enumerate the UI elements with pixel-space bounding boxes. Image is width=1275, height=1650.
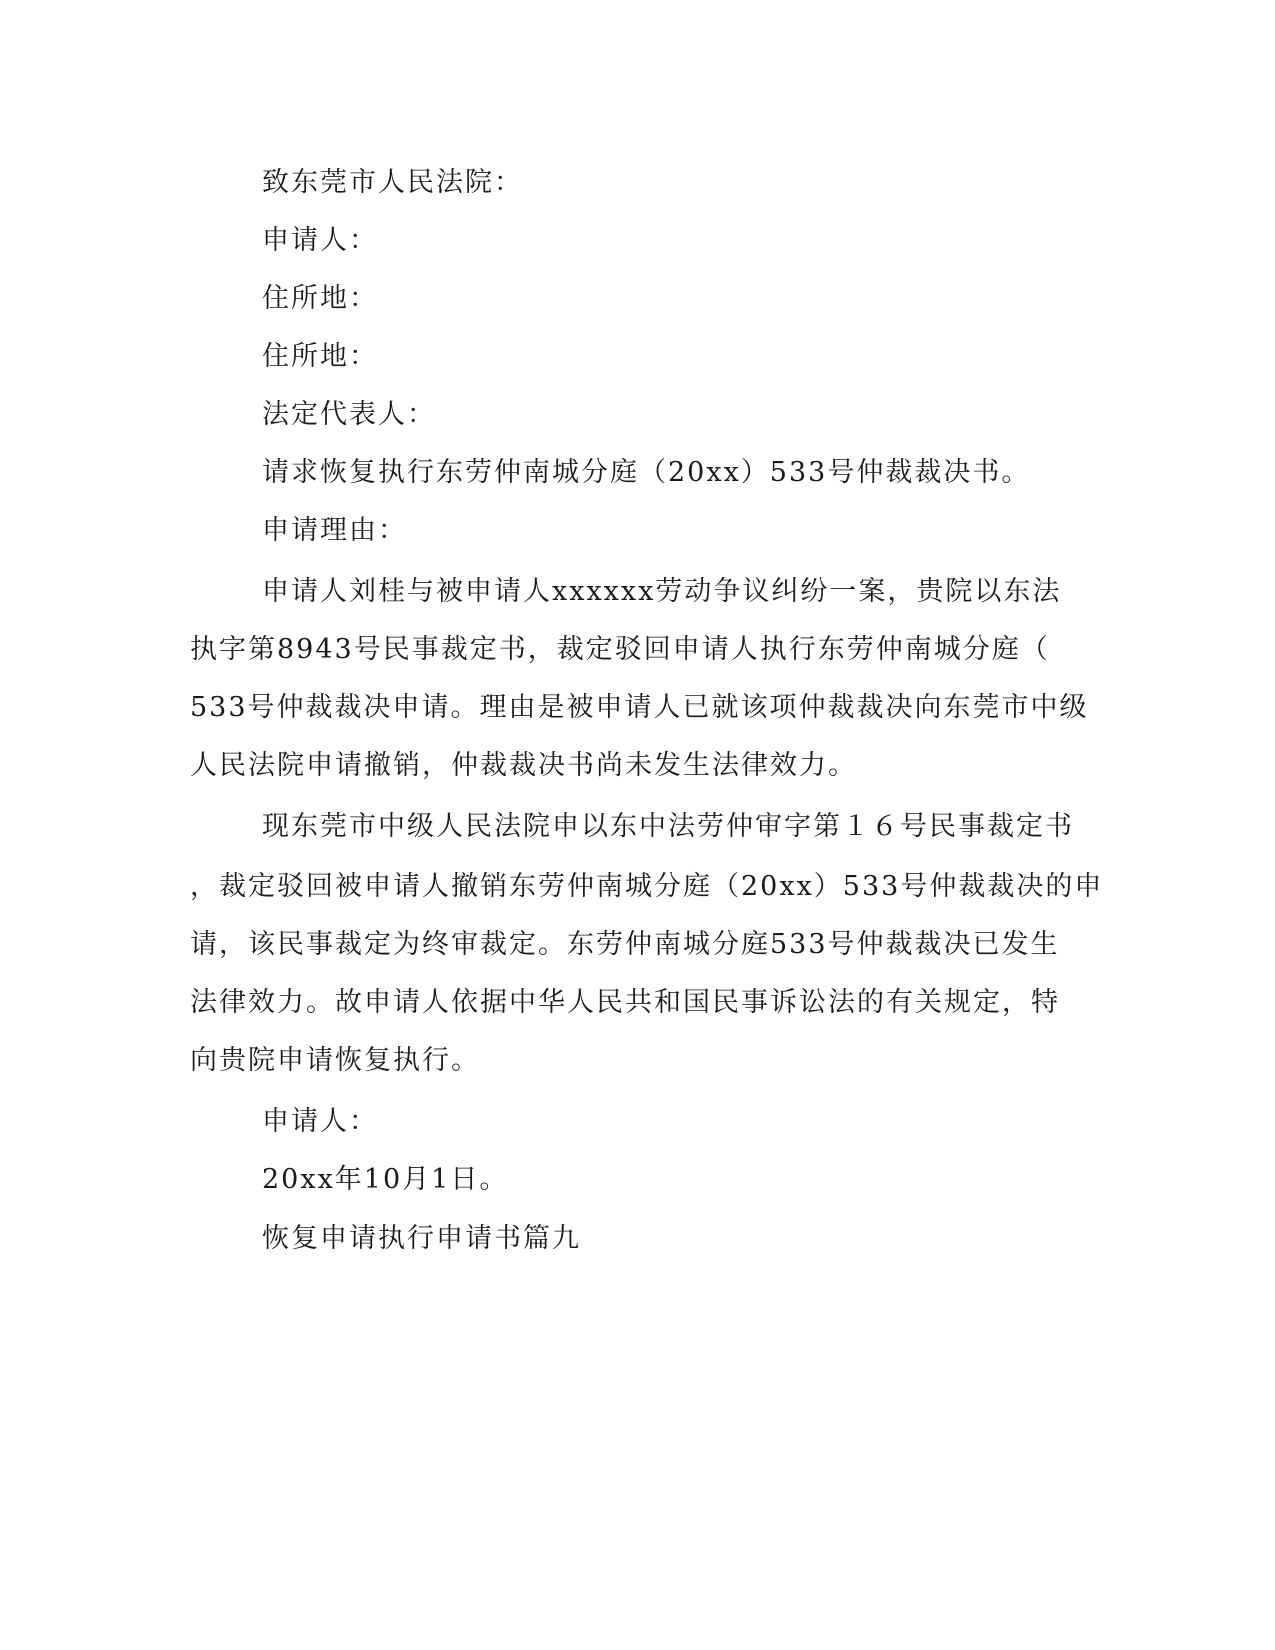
paragraph-1-line: 人民法院申请撤销，仲裁裁决书尚未发生法律效力。 xyxy=(190,750,857,781)
signature-label: 申请人： xyxy=(262,1106,378,1137)
paragraph-2-line: 向贵院申请恢复执行。 xyxy=(190,1045,480,1076)
paragraph-1-line: 申请人刘桂与被申请人xxxxxx劳动争议纠纷一案，贵院以东法 xyxy=(262,576,1062,607)
paragraph-2-line: ，裁定驳回被申请人撤销东劳仲南城分庭（20xx）533号仲裁裁决的申 xyxy=(190,871,1104,902)
reason-heading: 申请理由： xyxy=(262,515,407,546)
legal-representative-label: 法定代表人： xyxy=(262,399,436,430)
residence-label-second: 住所地： xyxy=(262,341,378,372)
paragraph-2-line: 现东莞市中级人民法院申以东中法劳仲审字第１６号民事裁定书 xyxy=(262,811,1074,842)
applicant-label: 申请人： xyxy=(262,225,378,256)
addressee: 致东莞市人民法院： xyxy=(262,167,523,198)
paragraph-1-line: 执字第8943号民事裁定书，裁定驳回申请人执行东劳仲南城分庭（ xyxy=(190,634,1050,665)
residence-label: 住所地： xyxy=(262,283,378,314)
paragraph-2-line: 请，该民事裁定为终审裁定。东劳仲南城分庭533号仲裁裁决已发生 xyxy=(190,929,1060,960)
date-line: 20xx年10月1日。 xyxy=(262,1164,509,1195)
section-title: 恢复申请执行申请书篇九 xyxy=(262,1223,581,1254)
paragraph-2-line: 法律效力。故申请人依据中华人民共和国民事诉讼法的有关规定，特 xyxy=(190,987,1060,1018)
paragraph-1-line: 533号仲裁裁决申请。理由是被申请人已就该项仲裁裁决向东莞市中级 xyxy=(190,692,1089,723)
request-line: 请求恢复执行东劳仲南城分庭（20xx）533号仲裁裁决书。 xyxy=(262,457,1031,488)
